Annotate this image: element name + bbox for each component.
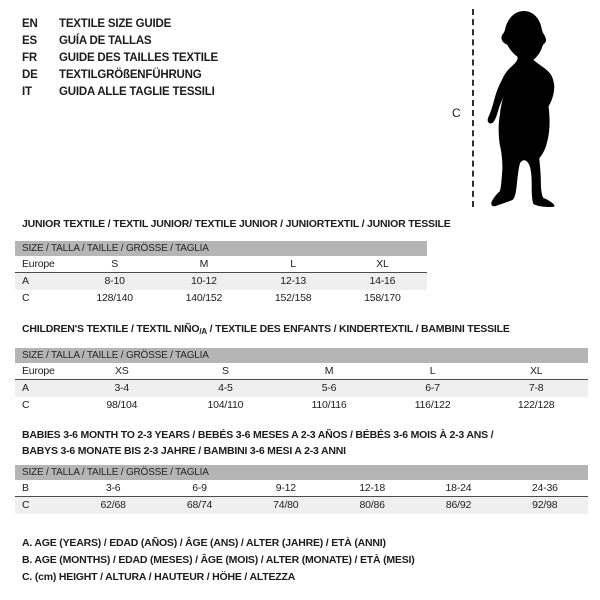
size-header-bar: SIZE / TALLA / TAILLE / GRÖSSE / TAGLIA [15, 348, 588, 363]
size-cell: 80/86 [359, 499, 385, 511]
size-cell: 7-8 [528, 382, 544, 394]
size-cell: L [429, 365, 436, 377]
size-cell: 5-6 [321, 382, 337, 394]
lang-code: ES [22, 35, 37, 47]
junior-size-table [15, 217, 451, 307]
size-cell: 8-10 [104, 275, 125, 287]
lang-label: GUÍA DE TALLAS [59, 35, 152, 47]
lang-code: EN [22, 18, 38, 30]
note-height-cm: C. (cm) HEIGHT / ALTURA / HAUTEUR / HÖHE / ALTEZZA [22, 571, 296, 583]
table-row-months [15, 480, 588, 497]
title-main: CHILDREN'S TEXTILE / TEXTIL NIÑO [22, 323, 200, 335]
size-cell: 122/128 [517, 399, 555, 411]
language-list [22, 16, 218, 101]
table-row-height [15, 397, 588, 414]
size-cell: M [199, 258, 209, 270]
size-cell: 3-6 [105, 482, 121, 494]
row-label: C [22, 292, 30, 304]
size-cell: 158/170 [364, 292, 401, 304]
size-cell: XL [376, 258, 389, 270]
size-cell: 18-24 [445, 482, 472, 494]
lang-row-de [22, 67, 218, 84]
height-label-c: C [452, 106, 461, 120]
table-title [15, 322, 588, 336]
title-line1: BABIES 3-6 MONTH TO 2-3 YEARS / BEBÉS 3-6 MESES A 2-3 AÑOS / BÉBÉS 3-6 MOIS À 2-3 ANS / [22, 429, 494, 441]
size-cell: 12-18 [359, 482, 386, 494]
size-cell: 86/92 [445, 499, 472, 511]
size-header-bar: SIZE / TALLA / TAILLE / GRÖSSE / TAGLIA [15, 465, 588, 480]
size-cell: 9-12 [275, 482, 296, 494]
size-cell: 14-16 [369, 275, 396, 287]
size-cell: 116/122 [414, 399, 451, 411]
lang-code: DE [22, 69, 38, 81]
table-row-height [15, 290, 427, 307]
lang-label: TEXTILGRÖßENFÜHRUNG [59, 69, 202, 81]
lang-code: FR [22, 52, 37, 64]
note-age-months: B. AGE (MONTHS) / EDAD (MESES) / ÂGE (MOIS) / ALTER (MONATE) / ETÀ (MESI) [22, 554, 415, 566]
size-cell: 68/74 [186, 499, 213, 511]
lang-label: GUIDE DES TAILLES TEXTILE [59, 52, 218, 64]
size-header-bar: SIZE / TALLA / TAILLE / GRÖSSE / TAGLIA [15, 241, 427, 256]
size-cell: 4-5 [218, 382, 233, 394]
row-label: Europe [22, 365, 55, 377]
size-cell: 12-13 [280, 275, 307, 287]
row-label: C [22, 499, 30, 511]
row-label: B [22, 482, 29, 494]
babies-size-table [15, 427, 588, 514]
title-rest: / TEXTILE DES ENFANTS / KINDERTEXTIL / BAMBINI TESSILE [206, 323, 510, 335]
children-size-table [15, 322, 588, 414]
size-cell: 110/116 [311, 399, 347, 411]
size-cell: 24-36 [531, 482, 558, 494]
row-label: C [22, 399, 30, 411]
size-cell: 128/140 [96, 292, 133, 304]
lang-code: IT [22, 86, 32, 98]
size-cell: 62/68 [100, 499, 126, 511]
size-cell: XS [114, 365, 129, 377]
size-cell: 140/152 [185, 292, 223, 304]
size-cell: S [111, 258, 119, 270]
size-cell: M [324, 365, 334, 377]
lang-label: GUIDA ALLE TAGLIE TESSILI [59, 86, 215, 98]
table-title: JUNIOR TEXTILE / TEXTIL JUNIOR/ TEXTILE JUNIOR / JUNIORTEXTIL / JUNIOR TESSILE [22, 218, 451, 230]
size-cell: 3-4 [114, 382, 130, 394]
lang-row-es [22, 33, 218, 50]
lang-row-fr [22, 50, 218, 67]
baby-silhouette [479, 8, 571, 207]
size-cell: 10-12 [190, 275, 217, 287]
note-age-years: A. AGE (YEARS) / EDAD (AÑOS) / ÂGE (ANS) / ALTER (JAHRE) / ETÀ (ANNI) [22, 537, 386, 549]
size-cell: S [221, 365, 229, 377]
legend-notes [22, 535, 415, 586]
table-row-height [15, 497, 588, 514]
table-row-age [15, 380, 588, 397]
table-row-europe [15, 256, 427, 273]
row-label: Europe [22, 258, 55, 270]
row-label: A [22, 382, 29, 394]
size-cell: 6-7 [425, 382, 440, 394]
size-cell: 104/110 [207, 399, 244, 411]
table-title [15, 427, 588, 459]
size-cell: 74/80 [273, 499, 299, 511]
size-cell: XL [529, 365, 543, 377]
size-cell: 92/98 [532, 499, 558, 511]
table-row-age [15, 273, 427, 290]
lang-label: TEXTILE SIZE GUIDE [59, 18, 172, 30]
lang-row-en [22, 16, 218, 33]
title-line2: BABYS 3-6 MONATE BIS 2-3 JAHRE / BAMBINI 3-6 MESI A 2-3 ANNI [22, 445, 346, 457]
height-dashed-line [472, 9, 474, 207]
title-sub: /A [199, 327, 207, 336]
size-cell: 152/158 [274, 292, 312, 304]
table-row-europe [15, 363, 588, 380]
size-cell: L [290, 258, 296, 270]
size-cell: 98/104 [106, 399, 138, 411]
row-label: A [22, 275, 29, 287]
lang-row-it [22, 84, 218, 101]
size-cell: 6-9 [192, 482, 207, 494]
